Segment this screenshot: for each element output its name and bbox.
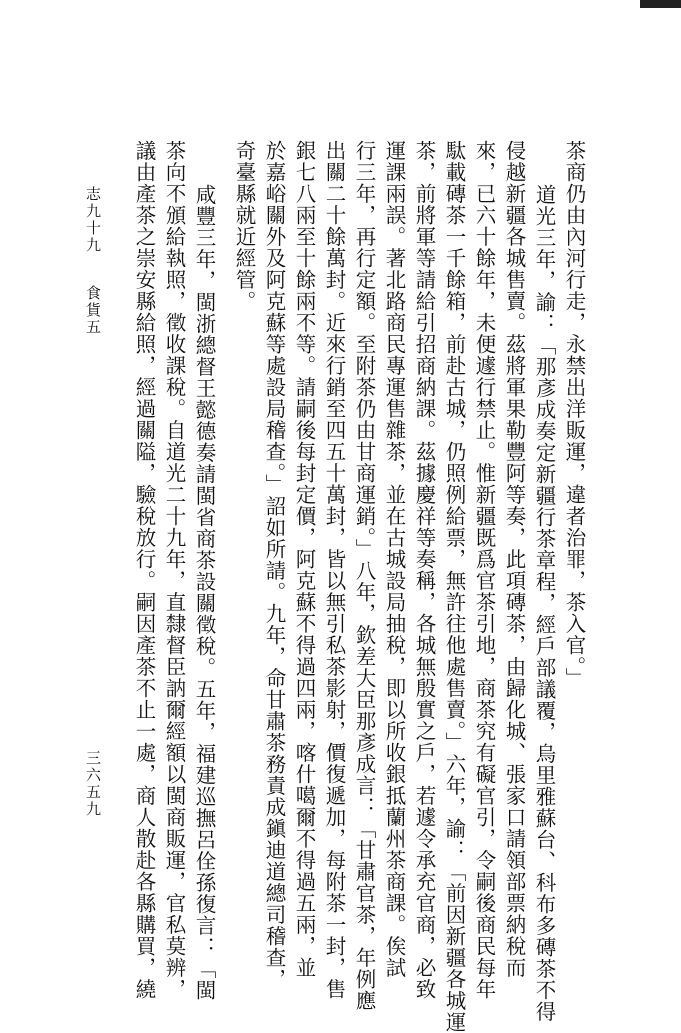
text-column-2: 道光三年，諭：「那彥成奏定新疆行茶章程，經戶部議覆，烏里雅蘇台、科布多磚茶不得: [532, 184, 556, 1023]
text-column-11: 於嘉峪關外及阿克蘇等處設局稽查。」詔如所請。九年，命甘肅茶務責成鎭迪道總司稽查，: [262, 140, 286, 990]
chapter-label: 志九十九: [84, 186, 102, 254]
text-column-12: 奇臺縣就近經管。: [232, 140, 256, 312]
text-column-15: 議由產茶之崇安縣給照，經過關隘，驗稅放行。嗣因產茶不止一處，商人散赴各縣購買，繞: [132, 140, 156, 1000]
text-column-13: 咸豐三年，閩浙總督王懿德奏請閩省商茶設關徵稅。五年，福建巡撫呂佺孫復言：「閩: [192, 184, 216, 1001]
text-column-10: 銀七八兩至十餘兩不等。請嗣後每封定價，阿克蘇不得過四兩，喀什噶爾不得過五兩，並: [292, 140, 316, 979]
text-column-5: 駄載磚茶一千餘箱，前赴古城，仍照例給票，無許往他處售賣。」六年，諭：「前因新疆各城運: [442, 140, 466, 1033]
section-label: 食貨五: [84, 285, 102, 336]
text-column-4: 來，已六十餘年，未便遽行禁止。惟新疆既爲官茶引地，商茶究有礙官引，令嗣後商民每年: [472, 140, 496, 1000]
text-column-6: 茶，前將軍等請給引招商納課。茲據慶祥等奏稱，各城無殷實之戶，若遽令承充官商，必致: [412, 140, 436, 1000]
text-column-9: 出關二十餘萬封。近來行銷至四五十萬封，皆以無引私茶影射，價復遞加，每附茶一封，售: [322, 140, 346, 1000]
text-column-1: 茶商仍由內河行走，永禁出洋販運，違者治罪，茶入官。」: [562, 140, 586, 689]
text-column-7: 運課兩誤。著北路商民專運售雜茶，並在古城設局抽稅，即以所收銀抵蘭州茶商課。俟試: [382, 140, 406, 979]
text-column-14: 茶向不頒給執照，徵收課稅。自道光二十九年，直隸督臣訥爾經額以閩商販運，官私莫辨，: [162, 140, 186, 1000]
top-edge-mark: [640, 0, 681, 8]
page-number: 三六五九: [84, 750, 102, 818]
text-column-8: 行三年，再行定額。至附茶仍由甘商運銷。」八年，欽差大臣那彥成言：「甘肅官茶，年例應: [352, 140, 376, 1012]
text-column-3: 侵越新疆各城售賣。茲將軍果勒豐阿等奏，此項磚茶，由歸化城、張家口請領部票納稅而: [502, 140, 526, 979]
